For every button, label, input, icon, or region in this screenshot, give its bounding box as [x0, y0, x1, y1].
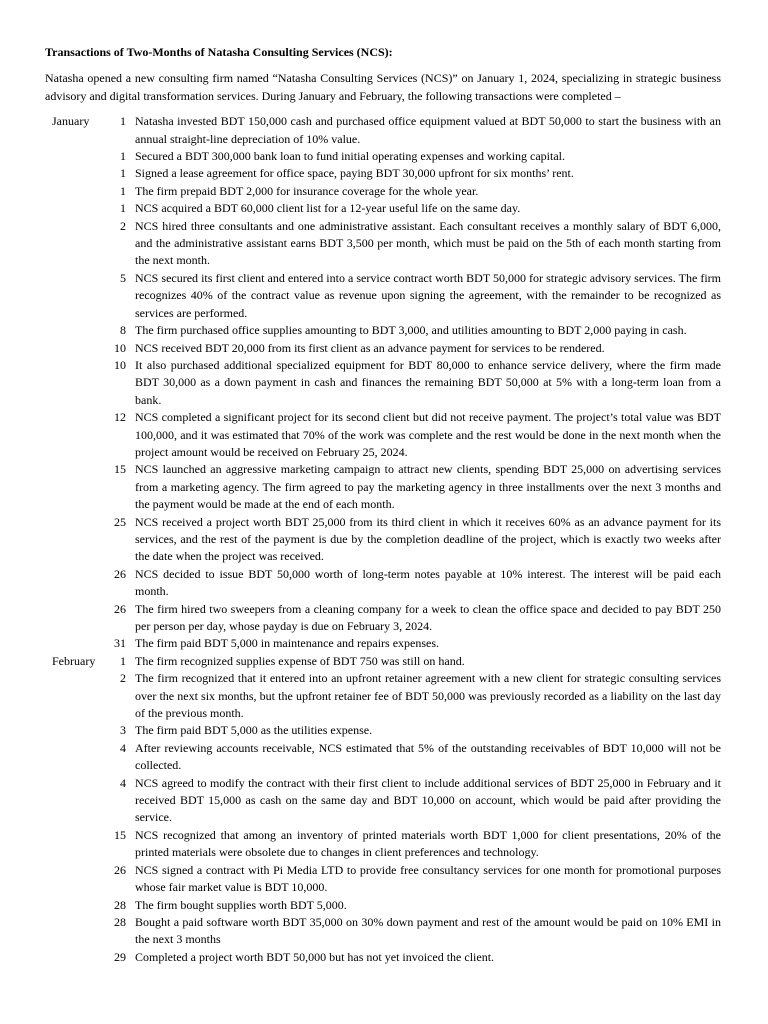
transaction-row: [45, 897, 721, 914]
transaction-description: NCS completed a significant project for its second client but did not receive payment. The project’s total value was BDT 100,000, and it was estimated that 70% of the work was complete and the rest would be done in the next month when the project amount would be received on February 25, 2024.: [135, 410, 721, 459]
transaction-row: [45, 827, 721, 862]
transaction-day: 4: [120, 740, 126, 755]
transaction-day: 12: [114, 410, 126, 425]
transaction-day: 1: [120, 183, 126, 198]
transaction-month: February: [52, 653, 96, 668]
transaction-description: Bought a paid software worth BDT 35,000 on 30% down payment and rest of the amount would be paid on 10% EMI in the next 3 months: [135, 914, 721, 947]
transaction-day: 2: [120, 671, 126, 686]
transaction-day: 1: [120, 166, 126, 181]
transaction-row: [45, 200, 721, 217]
document-title: Transactions of Two-Months of Natasha Consulting Services (NCS):: [45, 45, 393, 59]
transaction-day: 1: [120, 114, 126, 129]
transaction-row: [45, 914, 721, 949]
transaction-description: After reviewing accounts receivable, NCS estimated that 5% of the outstanding receivables of BDT 10,000 will not be collected.: [135, 740, 721, 773]
transaction-row: [45, 601, 721, 636]
transaction-day: 15: [114, 827, 126, 842]
transaction-day: 5: [120, 270, 126, 285]
transaction-day: 1: [120, 653, 126, 668]
transaction-description: Natasha invested BDT 150,000 cash and purchased office equipment valued at BDT 50,000 to start the business with an annual straight-line depreciation of 10% value.: [135, 114, 721, 146]
transaction-day: 25: [114, 514, 126, 529]
transaction-row: [45, 670, 721, 722]
transaction-day: 15: [114, 462, 126, 477]
transaction-day: 10: [114, 340, 126, 355]
transaction-description: NCS secured its first client and entered into a service contract worth BDT 50,000 for strategic advisory services. The firm recognizes 40% of the contract value as revenue upon signing the agreement, with the remainder to be recognized as services are performed.: [135, 270, 721, 320]
transaction-row: [45, 949, 721, 966]
transaction-row: [45, 165, 721, 182]
transaction-day: 8: [120, 323, 126, 338]
transaction-row: [45, 340, 721, 357]
transaction-row: [45, 514, 721, 566]
transaction-description: NCS agreed to modify the contract with their first client to include additional services of BDT 25,000 in February and it received BDT 15,000 as cash on the same day and BDT 10,000 on account, which would be paid after providing the service.: [135, 775, 721, 825]
intro-paragraph: Natasha opened a new consulting firm named “Natasha Consulting Services (NCS)” on January 1, 2024, specializing in strategic business advisory and digital transformation services. During January and February, the following transactions were completed –: [45, 71, 721, 103]
transaction-row: [45, 775, 721, 827]
transaction-description: The firm bought supplies worth BDT 5,000.: [135, 897, 347, 912]
transaction-description: NCS launched an aggressive marketing campaign to attract new clients, spending BDT 25,000 on advertising services from a marketing agency. The firm agreed to pay the marketing agency in three installments over the next 3 months and the payment would be made at the end of each month.: [135, 462, 721, 512]
transaction-day: 2: [120, 218, 126, 233]
transaction-description: NCS hired three consultants and one administrative assistant. Each consultant receives a monthly salary of BDT 6,000, and the administrative assistant earns BDT 3,500 per month, which must be paid on the 5th of each month starting from the next month.: [135, 218, 721, 268]
transaction-row: [45, 566, 721, 601]
transaction-day: 29: [114, 949, 126, 964]
transaction-row: [45, 183, 721, 200]
transaction-row: [45, 357, 721, 409]
transaction-row: [45, 409, 721, 461]
transaction-description: Completed a project worth BDT 50,000 but has not yet invoiced the client.: [135, 949, 495, 964]
transaction-day: 26: [114, 601, 126, 616]
transaction-day: 1: [120, 201, 126, 216]
transaction-day: 4: [120, 775, 126, 790]
transaction-description: The firm prepaid BDT 2,000 for insurance coverage for the whole year.: [135, 183, 479, 198]
transaction-row: [45, 740, 721, 775]
transaction-row: [45, 862, 721, 897]
transaction-row: [45, 270, 721, 322]
transaction-row: [45, 148, 721, 165]
transaction-day: 10: [114, 357, 126, 372]
transaction-day: 26: [114, 566, 126, 581]
transaction-day: 31: [114, 636, 126, 651]
transaction-description: It also purchased additional specialized equipment for BDT 80,000 to enhance service delivery, where the firm made BDT 30,000 as a down payment in cash and finances the remaining BDT 50,000 at 5% with a long-term loan from a bank.: [135, 357, 721, 407]
transaction-description: The firm paid BDT 5,000 in maintenance and repairs expenses.: [135, 636, 440, 651]
transaction-day: 3: [120, 723, 126, 738]
transaction-description: NCS recognized that among an inventory of printed materials worth BDT 1,000 for client presentations, 20% of the printed materials were obsolete due to changes in client preferences and technology.: [135, 827, 721, 860]
transaction-row: [45, 635, 721, 652]
transactions-list: [45, 113, 721, 966]
transaction-description: Signed a lease agreement for office space, paying BDT 30,000 upfront for six months’ rent.: [135, 166, 574, 181]
transaction-row: [45, 322, 721, 339]
transaction-row: [45, 722, 721, 739]
transaction-description: NCS received BDT 20,000 from its first client as an advance payment for services to be rendered.: [135, 340, 605, 355]
transaction-row: [45, 113, 721, 148]
transaction-description: The firm hired two sweepers from a cleaning company for a week to clean the office space and decided to pay BDT 250 per person per day, whose payday is due on February 3, 2024.: [135, 601, 721, 633]
transaction-description: NCS received a project worth BDT 25,000 from its third client in which it receives 60% as an advance payment for its services, and the rest of the payment is due by the completion deadline of the project, which is exactly two weeks after the date when the project was received.: [135, 514, 721, 564]
transaction-description: NCS acquired a BDT 60,000 client list for a 12-year useful life on the same day.: [135, 201, 521, 216]
transaction-day: 28: [114, 914, 126, 929]
transaction-day: 26: [114, 862, 126, 877]
transaction-day: 1: [120, 149, 126, 164]
transaction-row: [45, 218, 721, 270]
transaction-month: January: [52, 114, 90, 129]
transaction-description: The firm purchased office supplies amounting to BDT 3,000, and utilities amounting to BDT 2,000 paying in cash.: [135, 323, 687, 338]
transaction-description: NCS signed a contract with Pi Media LTD to provide free consultancy services for one month for promotional purposes whose fair market value is BDT 10,000.: [135, 862, 721, 895]
transaction-description: The firm recognized that it entered into an upfront retainer agreement with a new client for strategic consulting services over the next six months, but the upfront retainer fee of BDT 50,000 was previously recorded as a liability on the last day of the previous month.: [135, 671, 721, 721]
transaction-description: The firm recognized supplies expense of BDT 750 was still on hand.: [135, 653, 465, 668]
transaction-description: NCS decided to issue BDT 50,000 worth of long-term notes payable at 10% interest. The interest will be paid each month.: [135, 566, 721, 599]
transaction-description: Secured a BDT 300,000 bank loan to fund initial operating expenses and working capital.: [135, 149, 566, 164]
transaction-day: 28: [114, 897, 126, 912]
transaction-row: [45, 461, 721, 513]
transaction-row: [45, 653, 721, 670]
transaction-description: The firm paid BDT 5,000 as the utilities expense.: [135, 723, 373, 738]
